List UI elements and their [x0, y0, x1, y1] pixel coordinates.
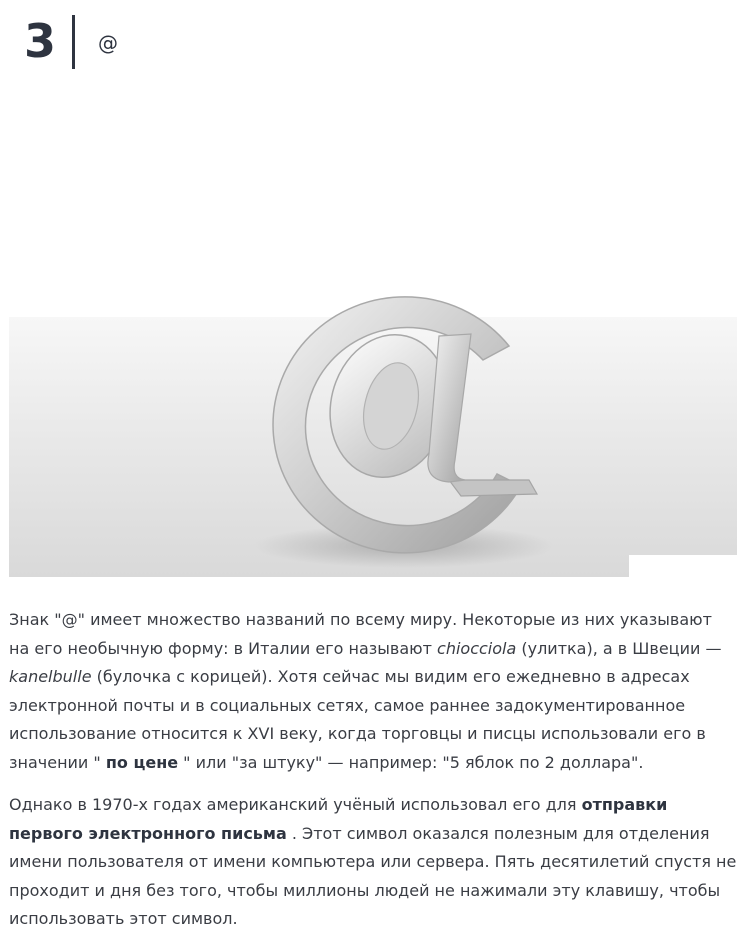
bold-term: отправки первого электронного письма	[9, 795, 668, 843]
section-header	[0, 0, 745, 80]
article-image	[9, 228, 737, 577]
text-span: " или "за штуку" — например: "5 яблок по 2 доллара".	[178, 752, 644, 772]
italic-term: kanelbulle	[9, 667, 92, 686]
article-body	[9, 606, 737, 948]
image-corner-patch	[629, 555, 737, 577]
text-span: (улитка), а в Швеции —	[516, 638, 722, 658]
text-span: . Этот символ оказался полезным для отделения имени пользователя от имени компьютера или сервера. Пять десятилетий спустя не проходит и дня без того, чтобы миллионы людей не нажимали эту клавишу, чтобы использовать этот символ.	[9, 823, 737, 928]
section-number: 3	[24, 14, 57, 68]
header-divider	[72, 15, 75, 69]
text-span: (булочка с корицей). Хотя сейчас мы видим его ежедневно в адресах электронной почты и в социальных сетях, самое раннее задокументированное использование относится к XVI веку, когда торговцы и писцы использовали его в значении "	[9, 667, 706, 772]
italic-term: chiocciola	[437, 638, 517, 658]
bold-term: по цене	[105, 752, 179, 772]
text-span: Знак "@" имеет множество названий по всему миру. Некоторые из них указывают на его необычную форму: в Италии его называют	[9, 610, 712, 658]
article-paragraph-2	[9, 791, 737, 934]
article-paragraph-1	[9, 606, 737, 777]
at-sign-3d-icon	[9, 228, 737, 577]
text-span: Однако в 1970-х годах американский учёный использовал его для	[9, 795, 582, 814]
section-title: @	[98, 31, 118, 55]
